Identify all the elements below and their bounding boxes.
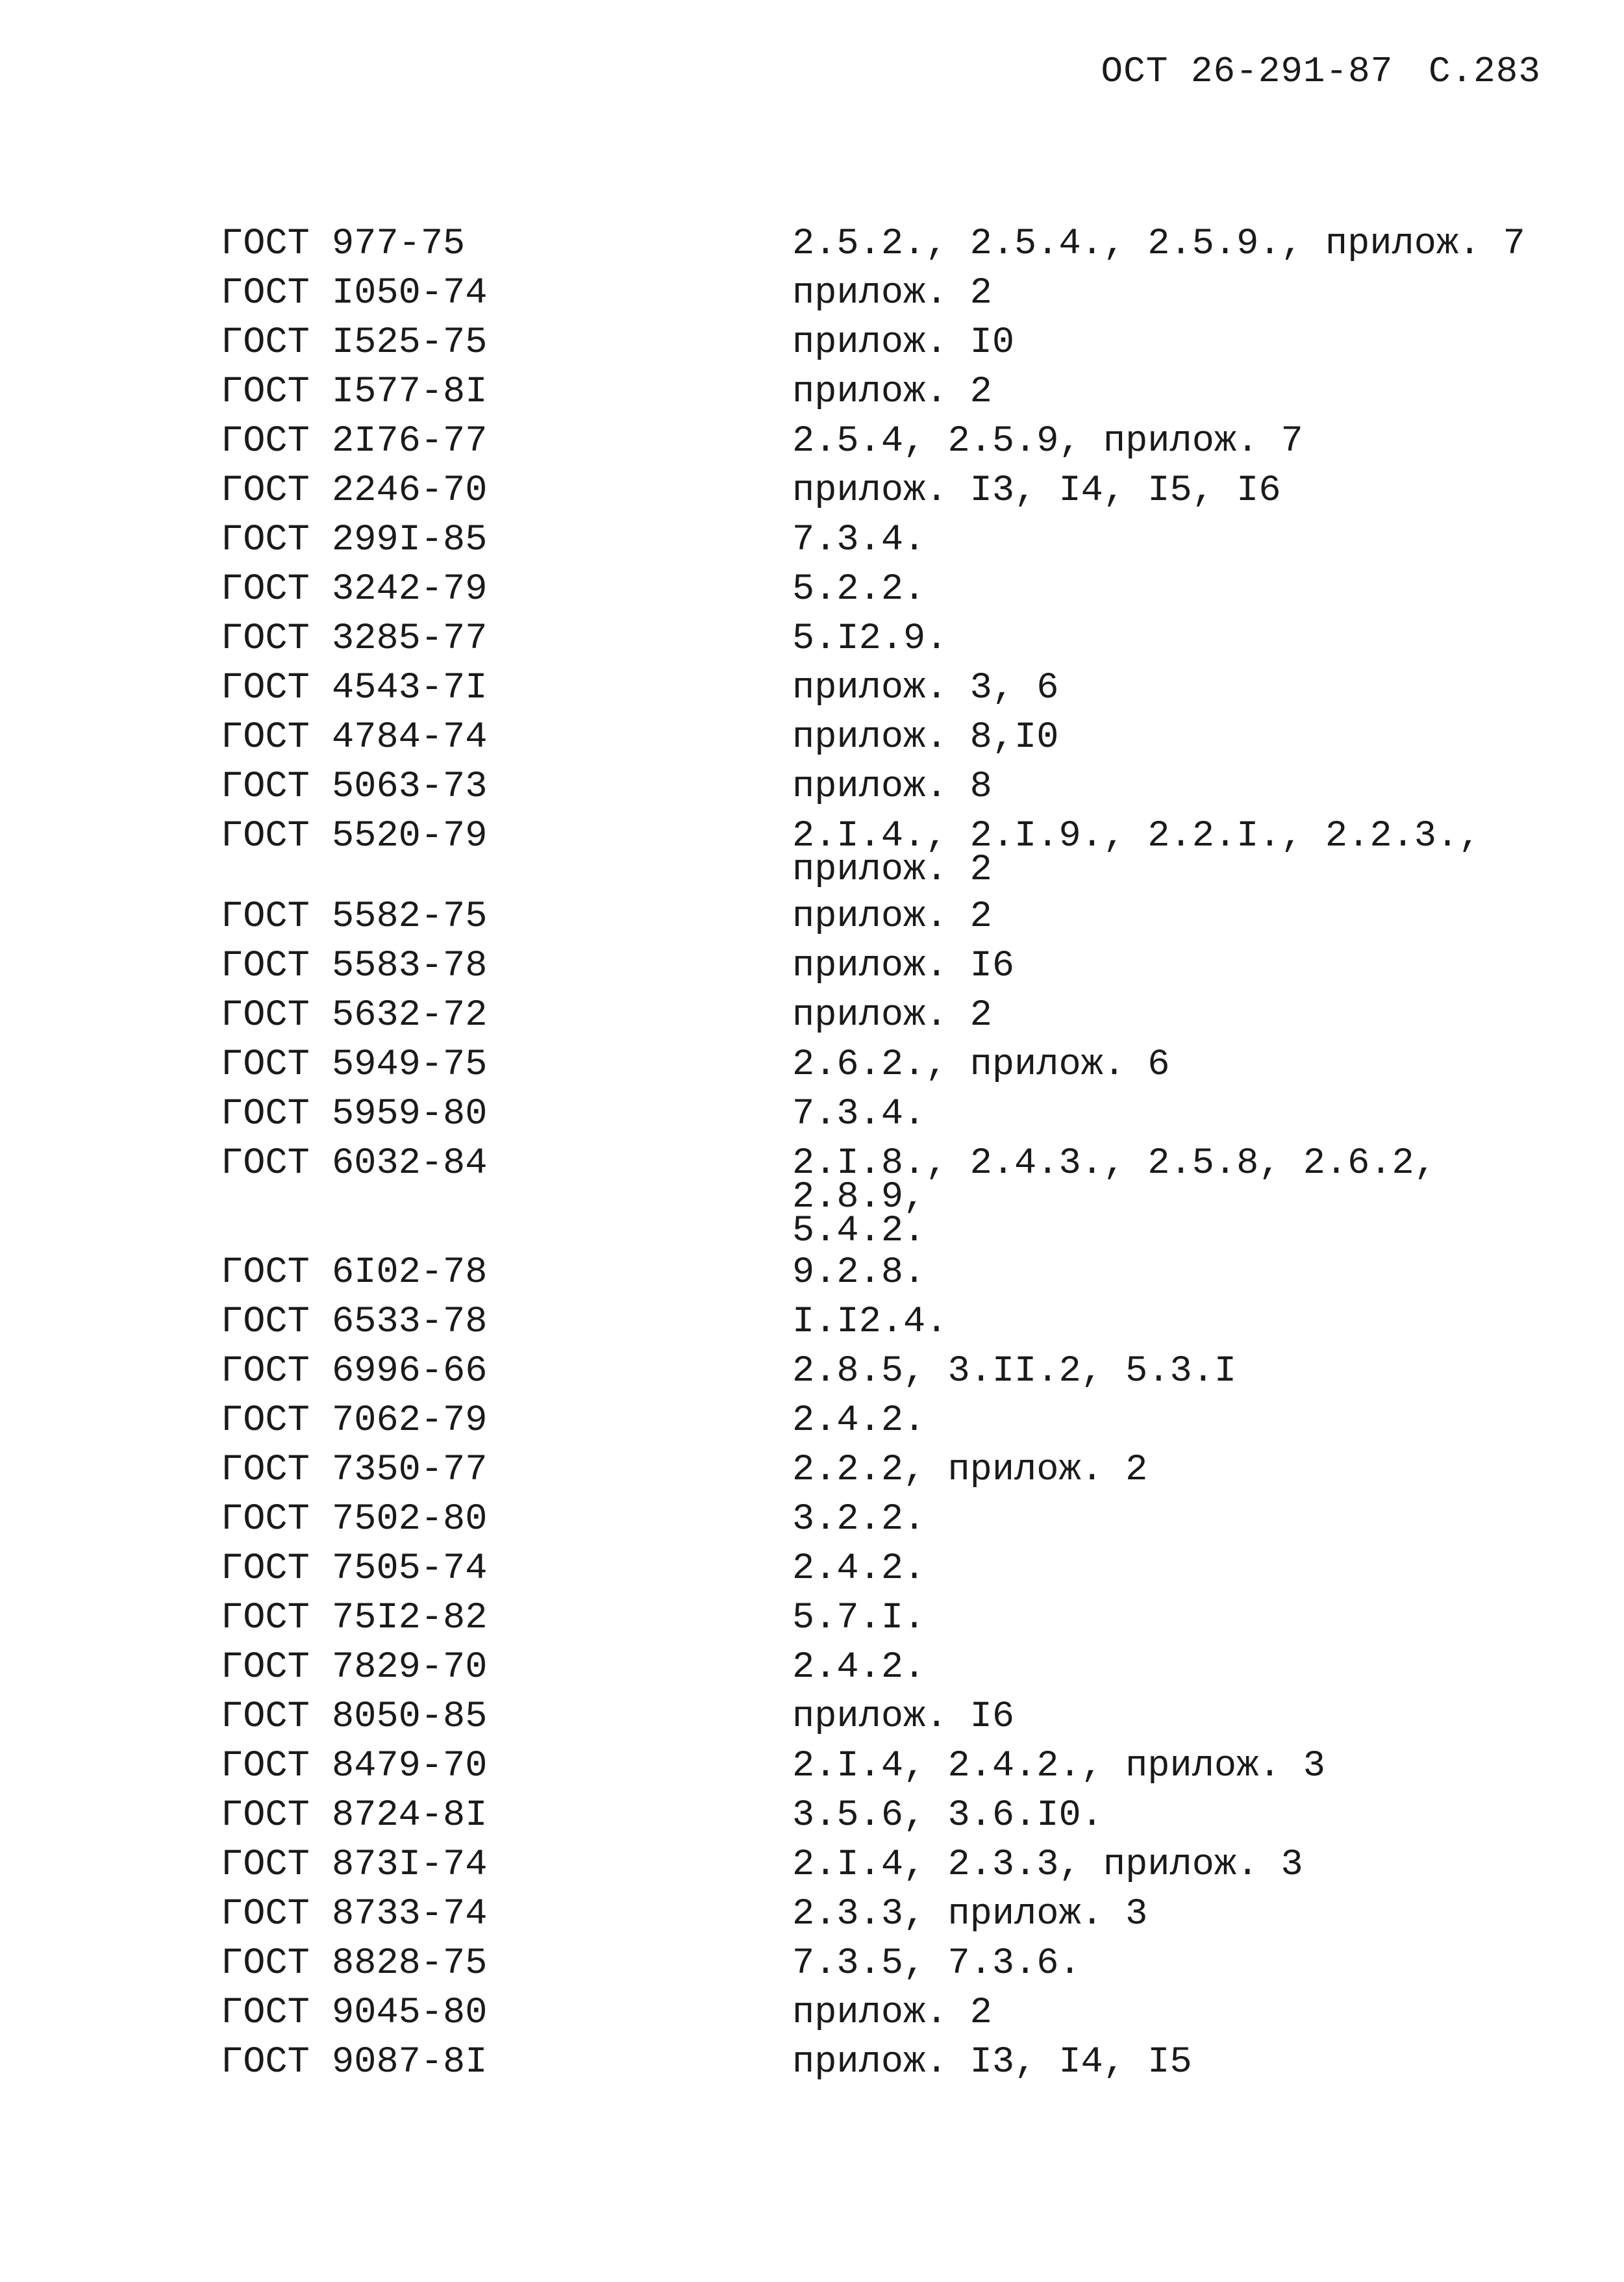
reference-row <box>221 219 1571 269</box>
reference-document: ГОСТ 2I76-77 <box>221 421 488 462</box>
reference-document: ГОСТ 9087-8I <box>221 2042 488 2083</box>
reference-document: ГОСТ 3242-79 <box>221 569 488 610</box>
reference-document: ГОСТ I525-75 <box>221 322 488 364</box>
reference-document: ГОСТ 5063-73 <box>221 766 488 808</box>
reference-document: ГОСТ 873I-74 <box>221 1844 488 1886</box>
reference-document: ГОСТ 5949-75 <box>221 1044 488 1086</box>
reference-sections: прилож. 3, 6 <box>792 668 1059 709</box>
page-header <box>1088 51 1541 92</box>
reference-sections: 2.4.2. <box>792 1400 926 1442</box>
reference-sections: 2.3.3, прилож. 3 <box>792 1894 1148 1935</box>
reference-sections: 7.3.4. <box>792 1094 926 1135</box>
reference-document: ГОСТ 4543-7I <box>221 668 488 709</box>
reference-row <box>221 1040 1571 1090</box>
reference-sections: прилож. 2 <box>792 273 992 314</box>
reference-sections: 7.3.5, 7.3.6. <box>792 1943 1081 1985</box>
reference-document: ГОСТ 9045-80 <box>221 1992 488 2034</box>
reference-sections: прилож. 2 <box>792 1992 992 2034</box>
reference-document: ГОСТ 7350-77 <box>221 1449 488 1491</box>
reference-sections: прилож. I3, I4, I5 <box>792 2042 1192 2083</box>
reference-row <box>221 812 1571 892</box>
reference-sections: прилож. 2 <box>792 995 992 1036</box>
reference-row <box>221 1692 1571 1742</box>
reference-row <box>221 1248 1571 1298</box>
reference-row <box>221 1446 1571 1495</box>
reference-sections: 7.3.4. <box>792 520 926 561</box>
reference-sections: прилож. 2 <box>792 371 992 413</box>
reference-sections: 2.I.4., 2.I.9., 2.2.I., 2.2.3., прилож. 2 <box>792 816 1481 891</box>
reference-sections: прилож. I6 <box>792 946 1015 987</box>
reference-document: ГОСТ 5959-80 <box>221 1094 488 1135</box>
reference-document: ГОСТ 8724-8I <box>221 1795 488 1837</box>
reference-row <box>221 991 1571 1040</box>
reference-row <box>221 713 1571 762</box>
reference-row <box>221 1890 1571 1939</box>
reference-document: ГОСТ 4784-74 <box>221 717 488 759</box>
reference-row <box>221 1742 1571 1791</box>
reference-document: ГОСТ 75I2-82 <box>221 1598 488 1639</box>
reference-sections: 2.5.2., 2.5.4., 2.5.9., прилож. 7 <box>792 223 1525 265</box>
reference-sections: 2.I.4, 2.3.3, прилож. 3 <box>792 1844 1303 1886</box>
reference-row <box>221 1544 1571 1594</box>
reference-document: ГОСТ 8828-75 <box>221 1943 488 1985</box>
reference-sections: I.I2.4. <box>792 1301 948 1343</box>
reference-row <box>221 1643 1571 1692</box>
reference-sections: прилож. 8 <box>792 766 992 808</box>
reference-document: ГОСТ 299I-85 <box>221 520 488 561</box>
reference-row <box>221 1988 1571 2038</box>
reference-sections: прилож. 2 <box>792 896 992 938</box>
reference-row <box>221 942 1571 991</box>
reference-document: ГОСТ 6533-78 <box>221 1301 488 1343</box>
reference-sections: 2.I.4, 2.4.2., прилож. 3 <box>792 1746 1325 1787</box>
reference-sections: 5.2.2. <box>792 569 926 610</box>
reference-document: ГОСТ 7829-70 <box>221 1647 488 1688</box>
reference-row <box>221 2038 1571 2087</box>
reference-sections: 5.I2.9. <box>792 618 948 660</box>
reference-sections: 2.5.4, 2.5.9, прилож. 7 <box>792 421 1303 462</box>
reference-document: ГОСТ I577-8I <box>221 371 488 413</box>
reference-row <box>221 1939 1571 1988</box>
reference-document: ГОСТ 6I02-78 <box>221 1252 488 1294</box>
reference-document: ГОСТ 5520-79 <box>221 816 488 857</box>
reference-row <box>221 1396 1571 1446</box>
reference-document: ГОСТ 6996-66 <box>221 1351 488 1392</box>
reference-document: ГОСТ 5632-72 <box>221 995 488 1036</box>
reference-document: ГОСТ 6032-84 <box>221 1143 488 1185</box>
reference-document: ГОСТ 7502-80 <box>221 1499 488 1540</box>
reference-row <box>221 1298 1571 1347</box>
page-number: С.283 <box>1428 51 1541 92</box>
reference-document: ГОСТ 8479-70 <box>221 1746 488 1787</box>
reference-sections: 2.4.2. <box>792 1548 926 1590</box>
reference-row <box>221 1840 1571 1890</box>
reference-document: ГОСТ 7062-79 <box>221 1400 488 1442</box>
reference-row <box>221 1495 1571 1544</box>
reference-document: ГОСТ 5582-75 <box>221 896 488 938</box>
reference-sections: 3.2.2. <box>792 1499 926 1540</box>
reference-row <box>221 269 1571 318</box>
reference-sections: прилож. I3, I4, I5, I6 <box>792 470 1281 512</box>
reference-document: ГОСТ 5583-78 <box>221 946 488 987</box>
reference-row <box>221 368 1571 417</box>
reference-row <box>221 1791 1571 1840</box>
reference-document: ГОСТ I050-74 <box>221 273 488 314</box>
reference-row <box>221 565 1571 614</box>
reference-document: ГОСТ 7505-74 <box>221 1548 488 1590</box>
reference-document: ГОСТ 977-75 <box>221 223 466 265</box>
reference-row <box>221 892 1571 942</box>
reference-sections: прилож. I6 <box>792 1696 1015 1738</box>
reference-list <box>221 219 1571 2087</box>
reference-row <box>221 466 1571 516</box>
reference-sections: 2.6.2., прилож. 6 <box>792 1044 1170 1086</box>
reference-sections: 2.8.5, 3.II.2, 5.3.I <box>792 1351 1237 1392</box>
reference-sections: прилож. I0 <box>792 322 1015 364</box>
reference-row <box>221 1594 1571 1643</box>
reference-row <box>221 762 1571 812</box>
reference-sections: 9.2.8. <box>792 1252 926 1294</box>
reference-row <box>221 417 1571 466</box>
document-code: ОСТ 26-291-87 <box>1101 51 1393 92</box>
reference-row <box>221 1347 1571 1396</box>
reference-sections: 3.5.6, 3.6.I0. <box>792 1795 1103 1837</box>
reference-sections: 2.I.8., 2.4.3., 2.5.8, 2.6.2, 2.8.9, 5.4.2. <box>792 1143 1436 1252</box>
reference-document: ГОСТ 8733-74 <box>221 1894 488 1935</box>
reference-sections: 5.7.I. <box>792 1598 926 1639</box>
reference-document: ГОСТ 3285-77 <box>221 618 488 660</box>
reference-row <box>221 664 1571 713</box>
reference-row <box>221 318 1571 368</box>
reference-sections: прилож. 8,I0 <box>792 717 1059 759</box>
reference-document: ГОСТ 2246-70 <box>221 470 488 512</box>
reference-sections: 2.2.2, прилож. 2 <box>792 1449 1148 1491</box>
reference-document: ГОСТ 8050-85 <box>221 1696 488 1738</box>
reference-sections: 2.4.2. <box>792 1647 926 1688</box>
reference-row <box>221 614 1571 664</box>
reference-row <box>221 1139 1571 1252</box>
reference-row <box>221 1090 1571 1139</box>
reference-row <box>221 516 1571 565</box>
